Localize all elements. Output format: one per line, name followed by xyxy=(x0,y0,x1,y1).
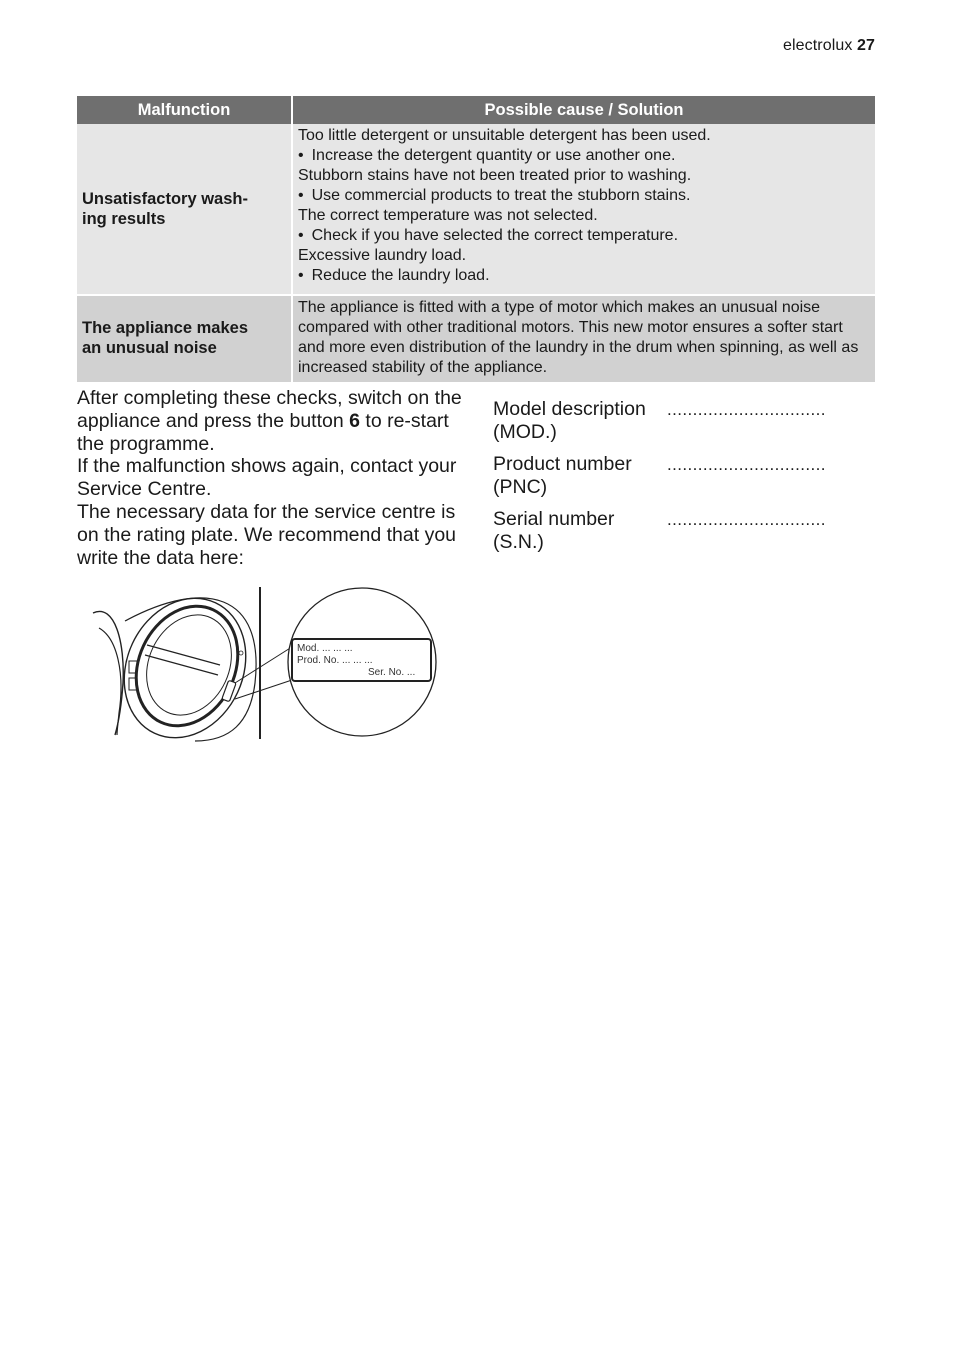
cause-text: Excessive laundry load. xyxy=(298,247,467,264)
solution-cell xyxy=(292,295,875,382)
data-field-label-line: Serial number xyxy=(493,508,615,530)
instruction-text-part: After completing these checks, switch on the appliance and press the button xyxy=(77,387,462,432)
data-field-row xyxy=(493,398,873,444)
column-header-malfunction: Malfunction xyxy=(77,96,292,124)
plate-mod-text: Mod. ... ... ... xyxy=(297,643,353,654)
data-field-label xyxy=(493,453,667,499)
solution-bullet: • Increase the detergent quantity or use another one. xyxy=(298,146,871,166)
data-field-label xyxy=(493,508,667,554)
table-header-row xyxy=(77,96,875,124)
data-field-label-line: (PNC) xyxy=(493,476,548,498)
instruction-paragraph xyxy=(77,387,467,455)
solution-bullet: • Reduce the laundry load. xyxy=(298,266,871,286)
plate-ser-text: Ser. No. ... xyxy=(368,667,416,678)
data-field-label-line: (MOD.) xyxy=(493,421,557,443)
instruction-paragraph: If the malfunction shows again, contact your Service Centre. xyxy=(77,455,457,501)
cause-text: Stubborn stains have not been treated prior to washing. xyxy=(298,167,692,184)
data-field-label-line: Model description xyxy=(493,398,646,420)
data-field-label xyxy=(493,398,667,444)
data-field-row xyxy=(493,508,873,554)
instruction-paragraph: The necessary data for the service centre is on the rating plate. We recommend that you write the data here: xyxy=(77,500,457,569)
data-field-blank: ............................... xyxy=(667,400,826,419)
malfunction-label: Unsatisfactory wash- ing results xyxy=(82,190,248,228)
washing-machine-door-drawing xyxy=(85,583,445,743)
table-row xyxy=(77,124,875,295)
data-field-blank: ............................... xyxy=(667,510,826,529)
malfunction-cell xyxy=(77,295,292,382)
column-header-solution: Possible cause / Solution xyxy=(292,96,875,124)
malfunction-label: The appliance makes an unusual noise xyxy=(82,319,248,357)
solution-cell xyxy=(292,124,875,295)
cause-text: The correct temperature was not selected. xyxy=(298,207,598,224)
button-reference: 6 xyxy=(349,409,360,432)
data-field-row xyxy=(493,453,873,499)
solution-bullet: • Check if you have selected the correct temperature. xyxy=(298,226,871,246)
rating-plate-illustration xyxy=(85,583,445,743)
cause-text: The appliance is fitted with a type of motor which makes an unusual noise compared with other traditional motors. This new motor ensures a softer start and more even distribution of the laundry in the drum when spinning, as well as increased stability of the appliance. xyxy=(298,299,859,376)
instructions-text xyxy=(77,387,467,569)
table-row xyxy=(77,295,875,382)
service-data-fields xyxy=(493,398,873,563)
data-field-label-line: (S.N.) xyxy=(493,531,544,553)
cause-text: Too little detergent or unsuitable detergent has been used. xyxy=(298,127,711,144)
page-header xyxy=(783,37,875,55)
data-field-blank: ............................... xyxy=(667,455,826,474)
data-field-label-line: Product number xyxy=(493,453,632,475)
troubleshooting-table xyxy=(77,96,875,382)
brand-name: electrolux xyxy=(782,37,853,54)
malfunction-cell xyxy=(77,124,292,295)
page-number: 27 xyxy=(857,37,875,54)
plate-prod-text: Prod. No. ... ... ... xyxy=(297,655,373,666)
instruction-text-part: to re-start the programme. xyxy=(77,409,449,455)
solution-bullet: • Use commercial products to treat the stubborn stains. xyxy=(298,186,871,206)
